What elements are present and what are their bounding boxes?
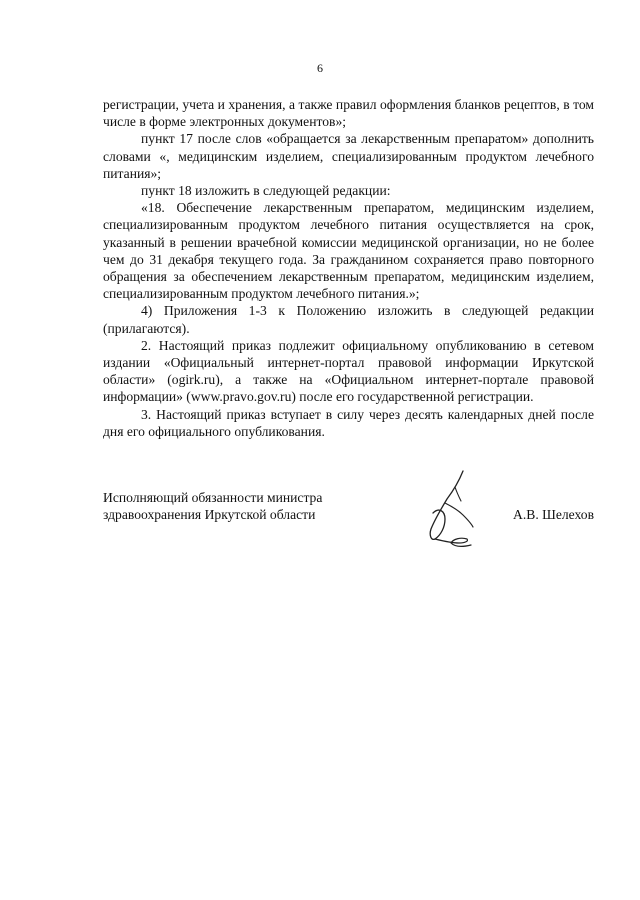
- paragraph: регистрации, учета и хранения, а также правил оформления бланков рецептов, в том числе в форме электронных документов»;: [103, 97, 594, 130]
- paragraph: 3. Настоящий приказ вступает в силу через десять календарных дней после дня его официального опубликования.: [103, 406, 594, 439]
- signatory-title: [103, 489, 363, 523]
- page-number: 6: [317, 61, 323, 75]
- paragraph: 2. Настоящий приказ подлежит официальному опубликованию в сетевом издании «Официальный интернет-портал правовой информации Иркутской области» (ogirk.ru), а также на «Официальном интернет-портале правовой информации» (www.pravo.gov.ru) после его государственной регистрации.: [103, 337, 594, 405]
- paragraph: пункт 17 после слов «обращается за лекарственным препаратом» дополнить словами «, медицинским изделием, специализированным продуктом лечебного питания»;: [103, 131, 594, 181]
- signatory-title-line: Исполняющий обязанности министра: [103, 490, 323, 505]
- paragraph: пункт 18 изложить в следующей редакции:: [141, 183, 391, 199]
- signatory-name: А.В. Шелехов: [513, 507, 594, 522]
- handwritten-signature: [421, 467, 481, 555]
- paragraph: «18. Обеспечение лекарственным препаратом, медицинским изделием, специализированным продуктом лечебного питания осуществляется на срок, указанный в решении врачебной комиссии медицинской организации, но не более чем до 31 декабря текущего года. За гражданином сохраняется право повторного обращения за обеспечением лекарственным препаратом, медицинским изделием, специализированным продуктом лечебного питания.»;: [103, 200, 594, 302]
- signature-block: [103, 489, 594, 559]
- document-body: [103, 96, 594, 440]
- paragraph: 4) Приложения 1-3 к Положению изложить в следующей редакции (прилагаются).: [103, 303, 594, 336]
- signatory-title-line: здравоохранения Иркутской области: [103, 507, 316, 523]
